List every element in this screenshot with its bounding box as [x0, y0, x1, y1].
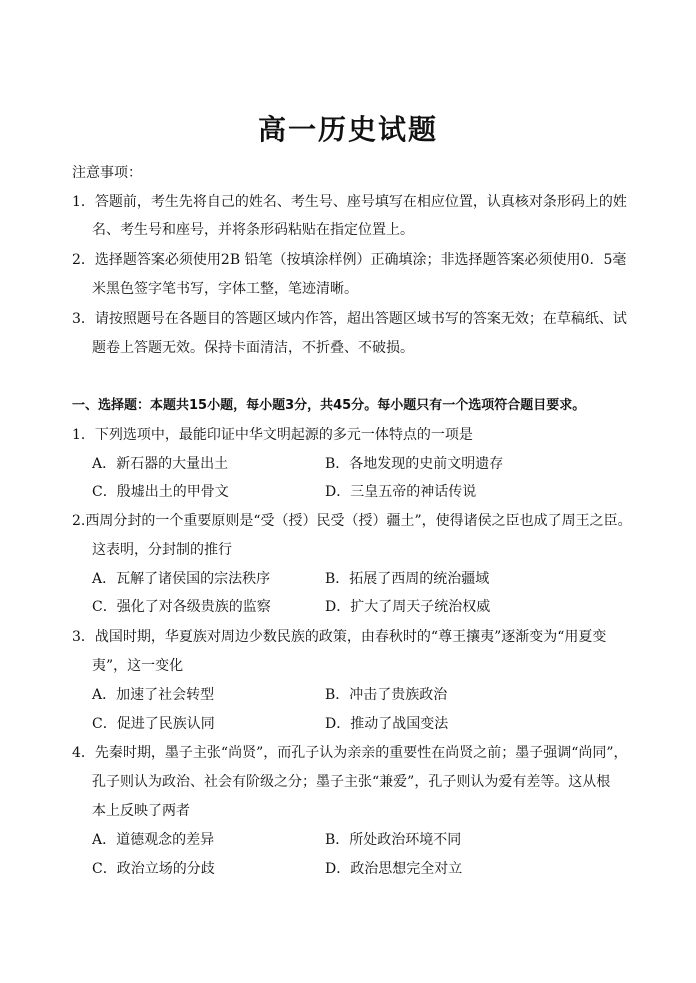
notice-item-1-line-1: 1．答题前，考生先将自己的姓名、考生号、座号填写在相应位置，认真核对条形码上的姓: [72, 194, 627, 210]
question-2-option-b: B．拓展了西周的统治疆域: [325, 571, 490, 587]
section-heading: 一、选择题：本题共15小题，每小题3分，共45分。每小题只有一个选项符合题目要求。: [72, 398, 586, 413]
question-4-option-a: A．道德观念的差异: [92, 832, 215, 848]
question-3-option-b: B．冲击了贵族政治: [325, 687, 448, 703]
question-2-option-c: C．强化了对各级贵族的监察: [92, 599, 271, 615]
question-3-option-a: A．加速了社会转型: [92, 687, 215, 703]
notice-heading: 注意事项：: [72, 165, 142, 181]
question-2-option-a: A．瓦解了诸侯国的宗法秩序: [92, 571, 271, 587]
question-4-stem-line-2: 孔子则认为政治、社会有阶级之分；墨子主张“兼爱”，孔子则认为爱有差等。这从根: [92, 774, 611, 790]
notice-item-3-line-2: 题卷上答题无效。保持卡面清洁，不折叠、不破损。: [92, 340, 414, 356]
notice-item-3-line-1: 3．请按照题号在各题目的答题区域内作答，超出答题区域书写的答案无效；在草稿纸、试: [72, 311, 627, 327]
question-3-stem-line-1: 3．战国时期，华夏族对周边少数民族的政策，由春秋时的“尊王攘夷”逐渐变为“用夏变: [72, 629, 607, 645]
question-1-option-b: B．各地发现的史前文明遗存: [325, 456, 504, 472]
question-2-option-d: D．扩大了周天子统治权威: [325, 599, 491, 615]
question-2-stem-line-2: 这表明，分封制的推行: [92, 542, 232, 558]
question-1-option-c: C．殷墟出土的甲骨文: [92, 484, 229, 500]
question-4-option-d: D．政治思想完全对立: [325, 861, 463, 877]
question-3-option-c: C．促进了民族认同: [92, 716, 215, 732]
question-3-stem-line-2: 夷”，这一变化: [92, 658, 184, 674]
question-4-option-b: B．所处政治环境不同: [325, 832, 462, 848]
question-1-option-d: D．三皇五帝的神话传说: [325, 484, 477, 500]
notice-item-2-line-1: 2．选择题答案必须使用2B 铅笔（按填涂样例）正确填涂；非选择题答案必须使用0．5毫: [72, 252, 627, 268]
question-1-option-a: A．新石器的大量出土: [92, 456, 229, 472]
notice-item-2-line-2: 米黑色签字笔书写，字体工整，笔迹清晰。: [92, 281, 358, 297]
question-4-stem-line-3: 本上反映了两者: [92, 803, 190, 819]
question-4-stem-line-1: 4．先秦时期，墨子主张“尚贤”，而孔子认为亲亲的重要性在尚贤之前；墨子强调“尚同”，: [72, 745, 628, 761]
notice-item-1-line-2: 名、考生号和座号，并将条形码粘贴在指定位置上。: [92, 222, 414, 238]
question-1-stem: 1．下列选项中，最能印证中华文明起源的多元一体特点的一项是: [72, 427, 473, 443]
page-title: 高一历史试题: [257, 113, 438, 146]
question-2-stem-line-1: 2.西周分封的一个重要原则是“受（授）民受（授）疆土”，使得诸侯之臣也成了周王之臣。: [72, 513, 632, 529]
question-3-option-d: D．推动了战国变法: [325, 716, 449, 732]
question-4-option-c: C．政治立场的分歧: [92, 861, 215, 877]
